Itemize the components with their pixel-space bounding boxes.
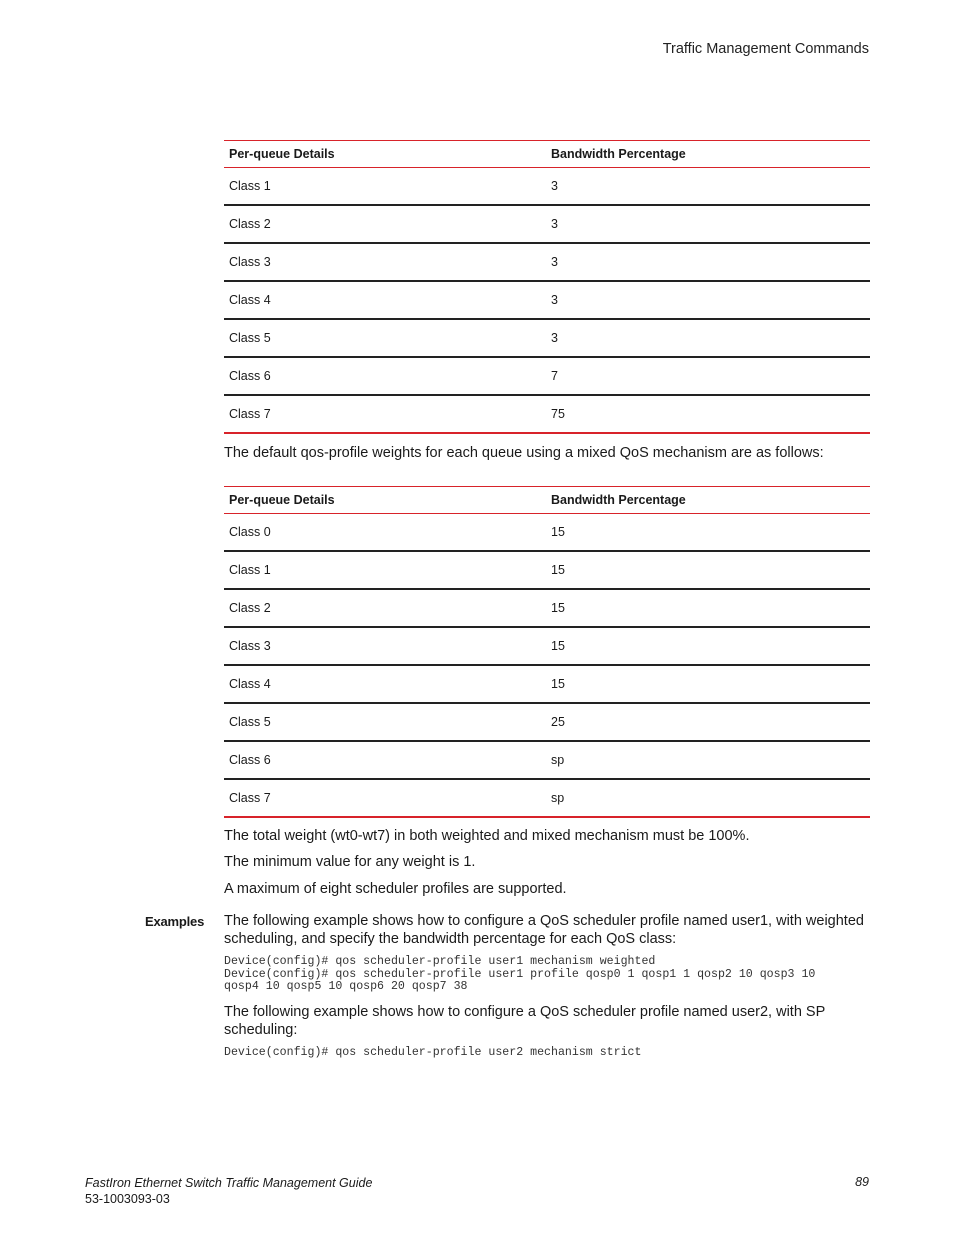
queue-class-cell: Class 7 — [224, 395, 547, 433]
page-number: 89 — [855, 1175, 869, 1189]
column-header-per-queue: Per-queue Details — [224, 487, 547, 514]
bandwidth-cell: 25 — [547, 703, 870, 741]
footer-guide-title: FastIron Ethernet Switch Traffic Management Guide — [85, 1176, 373, 1190]
bandwidth-cell: 3 — [547, 319, 870, 357]
queue-class-cell: Class 4 — [224, 281, 547, 319]
queue-class-cell: Class 2 — [224, 205, 547, 243]
example1-code: Device(config)# qos scheduler-profile user1 mechanism weighted Device(config)# qos scheduler-profile user1 profile qosp0 1 qosp1 1 qosp2 10 qosp3 10 qosp4 10 qosp5 10 qosp6 20 qosp7 38 — [224, 955, 816, 994]
table-row — [224, 243, 870, 281]
queue-class-cell: Class 1 — [224, 551, 547, 589]
queue-class-cell: Class 6 — [224, 357, 547, 395]
column-header-bandwidth: Bandwidth Percentage — [547, 141, 870, 168]
bandwidth-cell: 3 — [547, 168, 870, 206]
weighted-bandwidth-table — [224, 140, 870, 434]
queue-class-cell: Class 2 — [224, 589, 547, 627]
bandwidth-cell: 15 — [547, 665, 870, 703]
running-header: Traffic Management Commands — [662, 41, 869, 57]
bandwidth-cell: 3 — [547, 205, 870, 243]
examples-heading: Examples — [145, 914, 205, 929]
bandwidth-cell: 3 — [547, 281, 870, 319]
table-header-row — [224, 141, 870, 168]
table-row — [224, 281, 870, 319]
queue-class-cell: Class 6 — [224, 741, 547, 779]
bandwidth-cell: 7 — [547, 357, 870, 395]
footer-doc-number: 53-1003093-03 — [85, 1192, 170, 1206]
queue-class-cell: Class 5 — [224, 319, 547, 357]
queue-class-cell: Class 3 — [224, 243, 547, 281]
bandwidth-cell: 15 — [547, 551, 870, 589]
table-row — [224, 741, 870, 779]
table-row — [224, 205, 870, 243]
queue-class-cell: Class 0 — [224, 514, 547, 552]
queue-class-cell: Class 5 — [224, 703, 547, 741]
queue-class-cell: Class 3 — [224, 627, 547, 665]
table-row — [224, 779, 870, 817]
column-header-per-queue: Per-queue Details — [224, 141, 547, 168]
table-header-row — [224, 487, 870, 514]
table-row — [224, 703, 870, 741]
bandwidth-cell: 15 — [547, 514, 870, 552]
table-row — [224, 395, 870, 433]
bandwidth-cell: 15 — [547, 627, 870, 665]
table-row — [224, 514, 870, 552]
queue-class-cell: Class 4 — [224, 665, 547, 703]
example2-code: Device(config)# qos scheduler-profile user2 mechanism strict — [224, 1046, 642, 1059]
table-row — [224, 319, 870, 357]
example1-description: The following example shows how to configure a QoS scheduler profile named user1, with weighted scheduling, and specify the bandwidth percentage for each QoS class: — [224, 913, 864, 947]
bandwidth-cell: sp — [547, 779, 870, 817]
bandwidth-cell: 3 — [547, 243, 870, 281]
bandwidth-cell: 75 — [547, 395, 870, 433]
mixed-intro-text: The default qos-profile weights for each queue using a mixed QoS mechanism are as follows: — [224, 445, 824, 461]
example2-description: The following example shows how to configure a QoS scheduler profile named user2, with SP scheduling: — [224, 1004, 825, 1038]
queue-class-cell: Class 7 — [224, 779, 547, 817]
table-row — [224, 665, 870, 703]
note-max-profiles: A maximum of eight scheduler profiles are supported. — [224, 881, 567, 897]
bandwidth-cell: 15 — [547, 589, 870, 627]
queue-class-cell: Class 1 — [224, 168, 547, 206]
table-row — [224, 589, 870, 627]
table-row — [224, 627, 870, 665]
column-header-bandwidth: Bandwidth Percentage — [547, 487, 870, 514]
note-total-weight: The total weight (wt0-wt7) in both weighted and mixed mechanism must be 100%. — [224, 828, 750, 844]
footer-guide-info — [85, 1175, 372, 1207]
table-row — [224, 168, 870, 206]
table-row — [224, 357, 870, 395]
table-row — [224, 551, 870, 589]
mixed-bandwidth-table — [224, 486, 870, 818]
bandwidth-cell: sp — [547, 741, 870, 779]
note-minimum-weight: The minimum value for any weight is 1. — [224, 854, 476, 870]
